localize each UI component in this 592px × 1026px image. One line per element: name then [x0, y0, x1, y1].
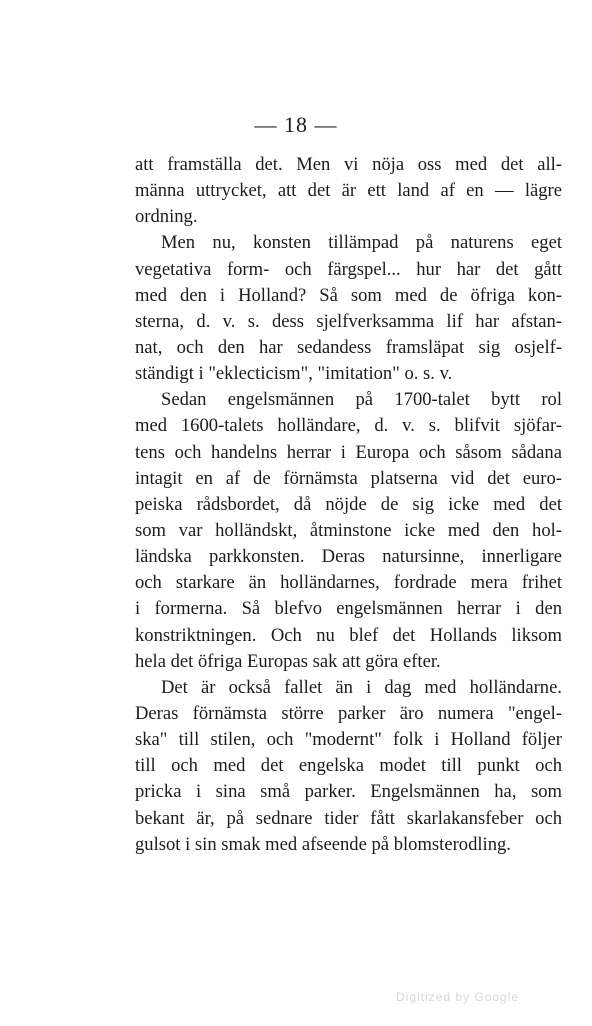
text-line: vegetativa form- och färgspel... hur har det gått	[135, 258, 562, 280]
text-line: intagit en af de förnämsta platserna vid det euro-	[135, 467, 562, 489]
text-line: ständigt i "eklecticism", "imitation" o. s. v.	[135, 363, 453, 385]
text-line: ordning.	[135, 206, 198, 228]
text-line: Deras förnämsta större parker äro numera "engel-	[135, 702, 562, 724]
text-line: Men nu, konsten tillämpad på naturens eget	[161, 232, 562, 254]
watermark: Digitized by Google	[396, 990, 520, 1004]
text-line: peiska rådsbordet, då nöjde de sig icke med det	[135, 493, 562, 515]
text-line: Sedan engelsmännen på 1700-talet bytt rol	[161, 389, 562, 411]
body-text	[135, 152, 562, 858]
text-line: männa uttrycket, att det är ett land af en — lägre	[135, 180, 562, 202]
text-line: att framställa det. Men vi nöja oss med det all-	[135, 154, 562, 175]
text-line: ska" till stilen, och "modernt" folk i Holland följer	[135, 729, 562, 751]
text-line: som var holländskt, åtminstone icke med den hol-	[135, 519, 562, 541]
text-line: nat, och den har sedandess framsläpat sig osjelf-	[135, 336, 562, 358]
text-line: och starkare än holländarnes, fordrade mera frihet	[135, 572, 562, 594]
text-line: ländska parkkonsten. Deras natursinne, innerligare	[135, 546, 562, 568]
text-line: pricka i sina små parker. Engelsmännen ha, som	[135, 781, 562, 803]
text-line: i formerna. Så blefvo engelsmännen herrar i den	[135, 598, 562, 620]
text-line: tens och handelns herrar i Europa och såsom sådana	[135, 441, 562, 463]
text-line: med den i Holland? Så som med de öfriga kon-	[135, 284, 562, 306]
text-line: sterna, d. v. s. dess sjelfverksamma lif har afstan-	[135, 310, 562, 332]
text-line: gulsot i sin smak med afseende på blomsterodling.	[135, 833, 511, 855]
text-line: bekant är, på sednare tider fått skarlakansfeber och	[135, 807, 562, 829]
text-line: med 1600-talets holländare, d. v. s. blifvit sjöfar-	[135, 415, 562, 437]
text-line: hela det öfriga Europas sak att göra efter.	[135, 650, 441, 672]
page-number-header: — 18 —	[254, 112, 338, 137]
text-line: till och med det engelska modet till punkt och	[135, 755, 562, 777]
text-line: konstriktningen. Och nu blef det Hollands liksom	[135, 624, 562, 646]
text-line: Det är också fallet än i dag med holländarne.	[161, 676, 562, 698]
